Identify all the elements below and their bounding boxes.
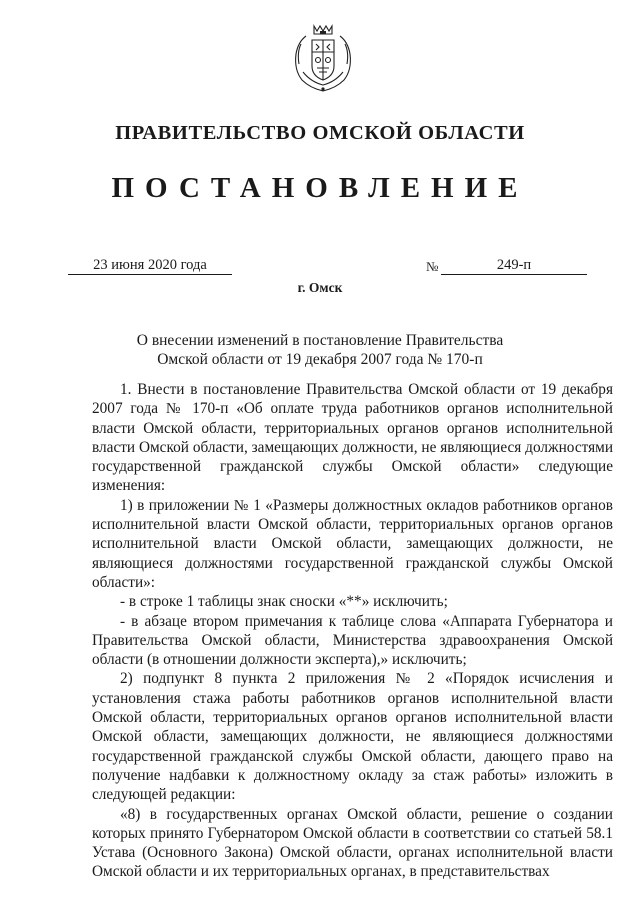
subject-line: Омской области от 19 декабря 2007 года № 170-п xyxy=(157,351,483,368)
document-date: 23 июня 2020 года xyxy=(68,257,232,275)
organization-title: ПРАВИТЕЛЬСТВО ОМСКОЙ ОБЛАСТИ xyxy=(115,122,525,144)
number-sign: № xyxy=(426,259,439,274)
subject-line: О внесении изменений в постановление Правительства xyxy=(136,332,504,349)
body-paragraph: 1) в приложении № 1 «Размеры должностных окладов работников органов исполнительной власти Омской области, территориальных органов органов исполнительной власти Омской области, замещающих должности, не являющиеся должностями государственной гражданской службы Омской области»: xyxy=(92,496,613,591)
coat-of-arms-icon xyxy=(292,22,354,94)
body-paragraph: - в абзаце втором примечания к таблице слова «Аппарата Губернатора и Правительства Омской области, Министерства здравоохранения Омской области (в отношении должности эксперта),» исключить; xyxy=(92,612,613,669)
body-paragraph: 2) подпункт 8 пункта 2 приложения № 2 «Порядок исчисления и установления стажа работы работников органов исполнительной власти Омской области, территориальных органов органов исполнительной власти Омской области, замещающих должности, не являющиеся должностями государственной гражданской службы Омской области, дающего право на получение надбавки к должностному окладу за стаж работы» изложить в следующей редакции: xyxy=(92,670,613,804)
body-paragraph: «8) в государственных органах Омской области, решение о создании которых принято Губернатором Омской области в соответствии со статьей 58.1 Устава (Основного Закона) Омской области, органах исполнительной власти Омской области и их территориальных органах, в представительствах xyxy=(92,805,613,881)
document-type-title: ПОСТАНОВЛЕНИЕ xyxy=(111,172,529,204)
body-paragraph: 1. Внести в постановление Правительства Омской области от 19 декабря 2007 года № 170-п «Об оплате труда работников органов исполнительной власти Омской области, территориальных органов органов исполнительной власти Омской области, замещающих должности, не являющиеся должностями государственной гражданской службы Омской области» следующие изменения: xyxy=(92,381,613,495)
document-number: 249-п xyxy=(441,257,587,275)
city-label: г. Омск xyxy=(297,280,343,295)
document-subject xyxy=(120,331,520,369)
body-paragraph: - в строке 1 таблицы знак сноски «**» исключить; xyxy=(120,593,448,611)
document-body xyxy=(92,380,613,882)
